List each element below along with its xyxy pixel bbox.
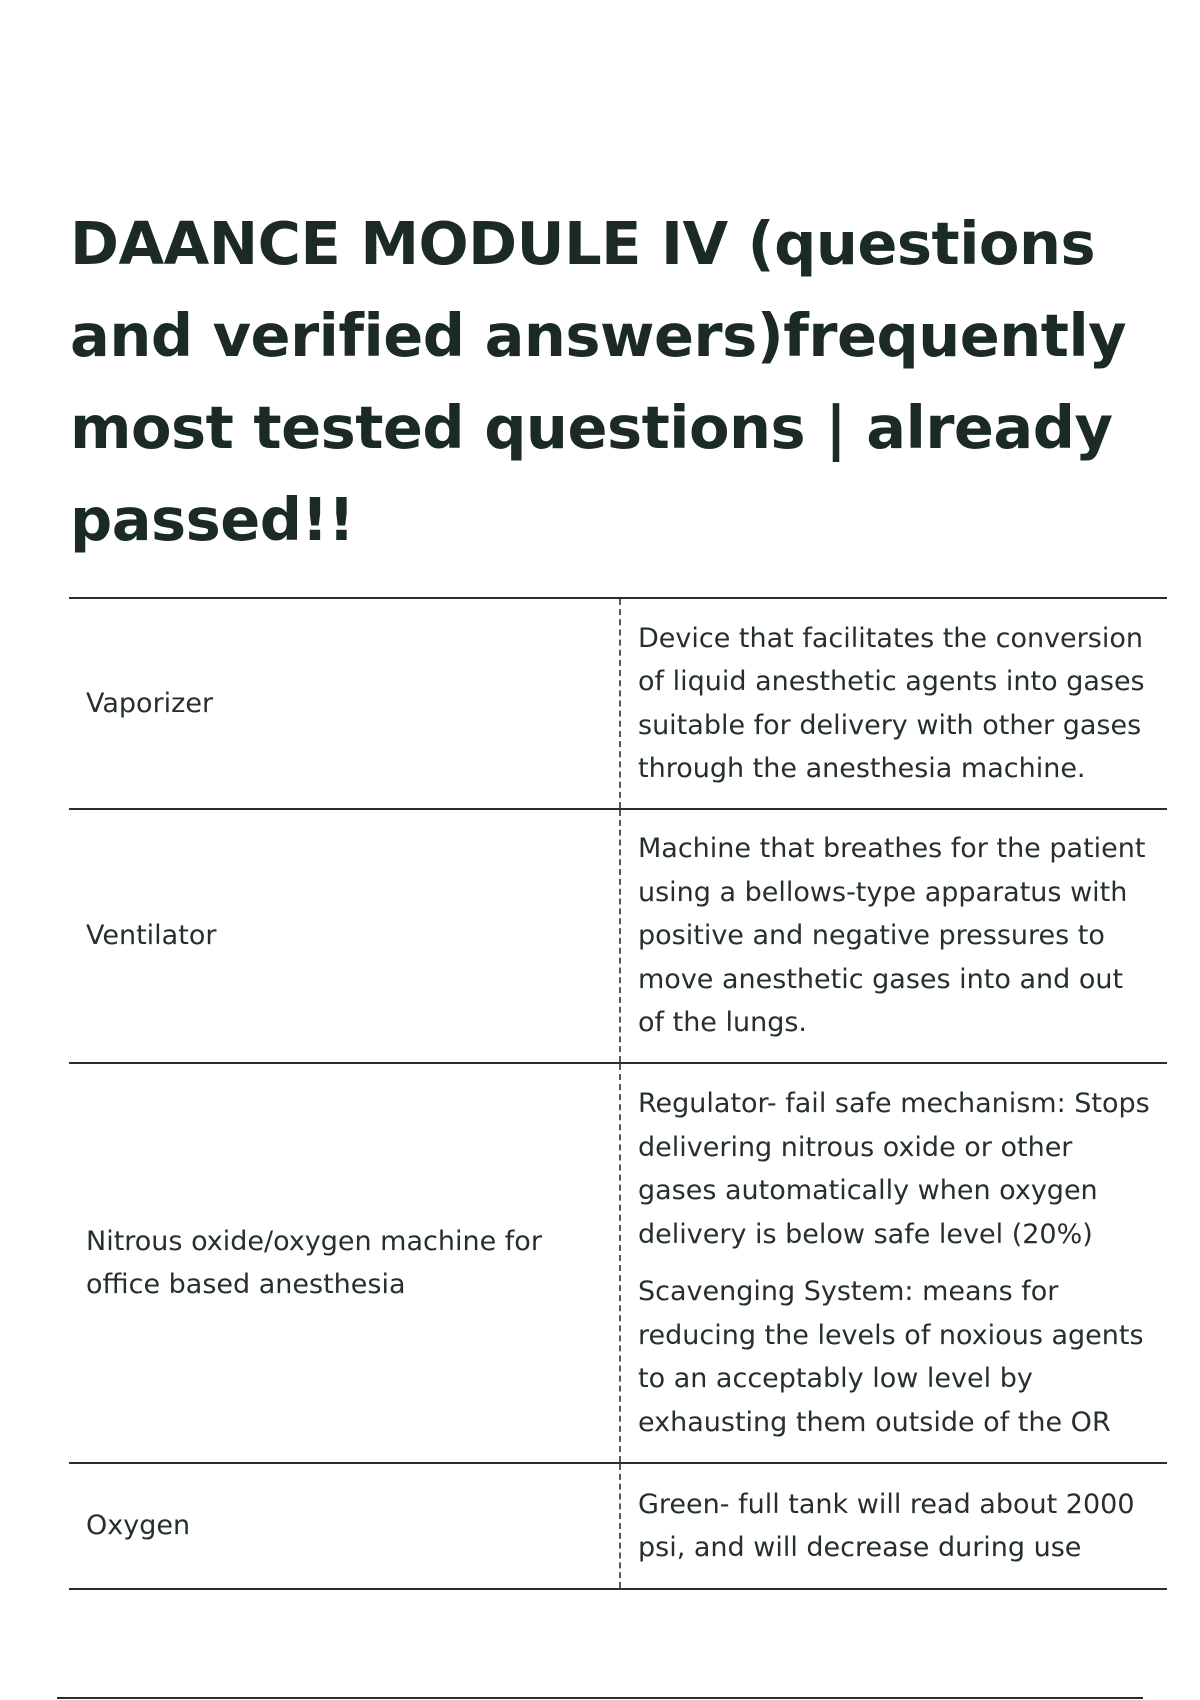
definition-cell [620,1463,1167,1589]
definition-text: Green- full tank will read about 2000 psi, and will decrease during use [638,1488,1135,1563]
qa-table [69,597,1167,1590]
term-cell: Ventilator [86,920,217,952]
table-row [69,1063,1167,1463]
term-cell: Nitrous oxide/oxygen machine for office based anesthesia [86,1225,542,1300]
definition-text: Scavenging System: means for reducing the levels of noxious agents to an acceptably low level by exhausting them outside of the OR [638,1276,1144,1438]
footer-divider [57,1697,1143,1699]
definition-cell [620,809,1167,1063]
definition-text: Machine that breathes for the patient using a bellows-type apparatus with positive and negative pressures to move anesthetic gases into and out of the lungs. [638,833,1146,1039]
table-row [69,809,1167,1063]
term-cell: Vaporizer [86,687,214,719]
definition-cell [620,1063,1167,1463]
table-row [69,598,1167,809]
definition-cell [620,598,1167,809]
table-row [69,1463,1167,1589]
definition-text: Regulator- fail safe mechanism: Stops delivering nitrous oxide or other gases automatically when oxygen delivery is below safe level (20%) [638,1088,1150,1250]
term-cell: Oxygen [86,1510,191,1542]
page-title: DAANCE MODULE IV (questions and verified answers)frequently most tested questions | already passed!! [70,209,1127,554]
definition-text: Device that facilitates the conversion of liquid anesthetic agents into gases suitable for delivery with other gases through the anesthesia machine. [638,622,1145,784]
